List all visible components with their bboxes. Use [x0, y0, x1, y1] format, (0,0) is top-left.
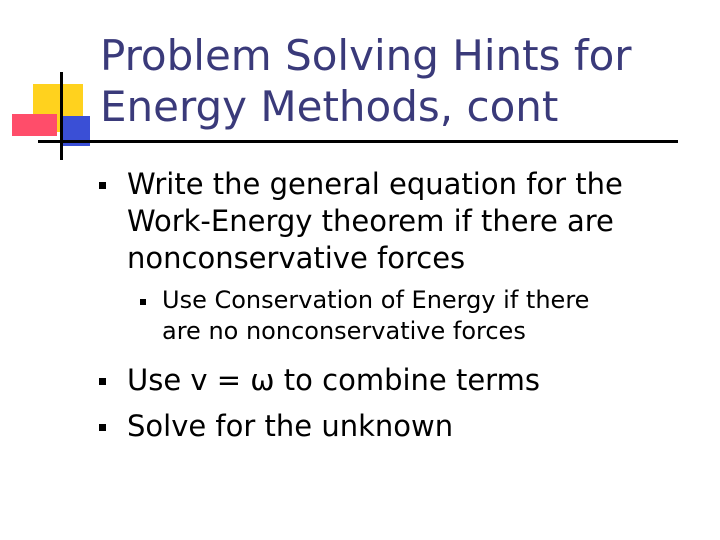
bullet-item-1	[127, 166, 707, 277]
bullet-1-line-2: Work-Energy theorem if there are	[127, 204, 614, 238]
slide-title	[100, 30, 700, 132]
sub-bullet-text-1	[162, 285, 702, 347]
sub-bullet-1-line-2: are no nonconservative forces	[162, 317, 526, 345]
logo-red-bar	[12, 114, 57, 136]
bullet-text-2	[127, 362, 707, 399]
title-line-1: Problem Solving Hints for	[100, 31, 632, 80]
square-bullet-icon	[140, 299, 146, 305]
bullet-3-line-1: Solve for the unknown	[127, 409, 454, 443]
bullet-text-3	[127, 408, 707, 445]
logo-vertical-line	[60, 72, 63, 160]
square-bullet-icon	[99, 424, 106, 431]
title-line-2: Energy Methods, cont	[100, 82, 559, 131]
title-underline-rule	[38, 140, 678, 143]
square-bullet-icon	[99, 182, 106, 189]
square-bullet-icon	[99, 378, 106, 385]
sub-bullet-item-1	[162, 285, 702, 347]
bullet-item-3	[127, 408, 707, 445]
bullet-2-line-1: Use v = ω to combine terms	[127, 363, 540, 397]
sub-bullet-1-line-1: Use Conservation of Energy if there	[162, 286, 590, 314]
bullet-1-line-3: nonconservative forces	[127, 241, 466, 275]
bullet-item-2	[127, 362, 707, 399]
bullet-1-line-1: Write the general equation for the	[127, 167, 623, 201]
bullet-text-1	[127, 166, 707, 277]
